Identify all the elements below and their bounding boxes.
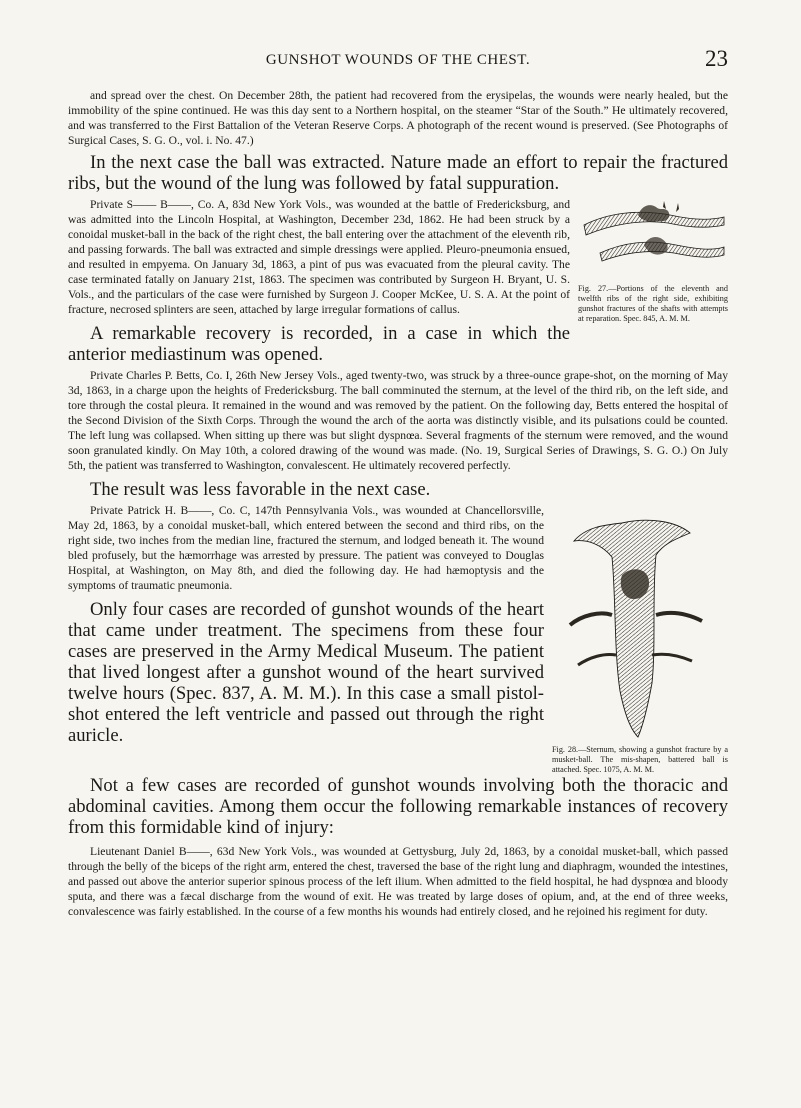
figure-27 [578,199,728,324]
paragraph-1: and spread over the chest. On December 28th, the patient had recovered from the erysipelas, the wounds were nearly healed, but the immobility of the spine continued. He was this day sent to a Northern hospital, on the steamer “Star of the South.” He ultimately recovered, and was transferred to the First Battalion of the Veteran Reserve Corps. A photograph of the recent wound is preserved. (See Photographs of Surgical Cases, S. G. O., vol. i. No. 47.) [68,89,728,147]
figure-27-caption: Fig. 27.—Portions of the eleventh and twelfth ribs of the right side, exhibiting gunshot fractures of the shafts with attempts at reparation. Spec. 845, A. M. M. [578,284,728,323]
page [68,46,728,919]
paragraph-9: Not a few cases are recorded of gunshot wounds involving both the thoracic and abdominal cavities. Among them occur the following remarkable instances of recovery from this formidable kind of injury: [68,775,728,838]
paragraph-2: In the next case the ball was extracted. Nature made an effort to repair the fractured ribs, but the wound of the lung was followed by fatal suppuration. [68,152,728,194]
ribs-illustration [578,199,728,279]
page-number: 23 [705,46,728,71]
figure-28-caption: Fig. 28.—Sternum, showing a gunshot fracture by a musket-ball. The mis-shapen, battered ball is attached. Spec. 1075, A. M. M. [552,745,728,774]
figure-28 [552,515,728,775]
page-header [68,46,728,74]
paragraph-10: Lieutenant Daniel B——, 63d New York Vols., was wounded at Gettysburg, July 2d, 1863, by a conoidal musket-ball, which passed through the belly of the biceps of the right arm, entered the chest, traversed the base of the right lung and diaphragm, wounded the intestines, and passed out above the anterior superior spinous process of the left ilium. When admitted to the field hospital, he had dyspnœa and bloody sputa, and there was a fæcal discharge from the wound of exit. He was treated by large doses of opium, and, at the end of three weeks, convalescence was fairly established. In the course of a few months his wounds had entirely closed, and he rejoined his regiment for duty. [68,845,728,918]
figure-28-block [68,503,728,774]
paragraph-3: Private S—— B——, Co. A, 83d New York Vols., was wounded at the battle of Fredericksburg, and was admitted into the Lincoln Hospital, at Washington, December 23d, 1862. He had been struck by a conoidal musket-ball in the back of the right chest, the ball entering over the attachment of the eleventh rib, and passing forwards. The ball was extracted and simple dressings were applied. Pleuro-pneumonia ensued, and resulted in empyema. On January 3d, 1863, a pint of pus was evacuated from the pleural cavity. The case terminated fatally on January 21st, 1863. The specimen was contributed by Surgeon H. Bryant, U. S. Vols., and the particulars of the case were furnished by Surgeon J. Cooper McKee, U. S. A. At the point of fracture, necrosed splinters are seen, attached by large irregular formations of callus. [68,198,570,316]
paragraph-4: A remarkable recovery is recorded, in a case in which the anterior mediastinum was opened. [68,323,570,365]
paragraph-8: Only four cases are recorded of gunshot wounds of the heart that came under treatment. The specimens from these four cases are preserved in the Army Medical Museum. The patient that lived longest after a gunshot wound of the heart survived twelve hours (Spec. 837, A. M. M.). In this case a small pistol-shot entered the left ventricle and passed out through the right auricle. [68,599,544,746]
figure-27-block [68,197,728,323]
sternum-illustration [552,515,728,740]
paragraph-6: The result was less favorable in the next case. [90,479,431,500]
paragraph-5: Private Charles P. Betts, Co. I, 26th New Jersey Vols., aged twenty-two, was struck by a three-ounce grape-shot, on the morning of May 3d, 1863, in a charge upon the heights of Fredericksburg. The ball comminuted the sternum, at the level of the third rib, on the left side, and tore through the costal pleura. It remained in the wound and was removed by the patient. On the following day, Betts entered the hospital of the Second Division of the Sixth Corps. Through the wound the arch of the aorta was distinctly visible, and its pulsations could be counted. The left lung was collapsed. When sitting up there was but slight dyspnœa. Several fragments of the sternum were removed, and the wound soon granulated kindly. On May 10th, a colored drawing of the wound was made. (No. 19, Surgical Series of Drawings, S. G. O.) On July 5th, the patient was transferred to Washington, convalescent. He ultimately recovered perfectly. [68,369,728,472]
running-title: GUNSHOT WOUNDS OF THE CHEST. [265,52,531,68]
paragraph-7: Private Patrick H. B——, Co. C, 147th Pennsylvania Vols., was wounded at Chancellorsville, May 2d, 1863, by a conoidal musket-ball, which entered between the second and third ribs, on the right side, two inches from the median line, fractured the sternum, and lodged beneath it. The wound bled profusely, but the hæmorrhage was arrested by pressure. The patient was conveyed to Douglas Hospital, at Washington, on May 8th, and died the following day. He had hæmoptysis and the symptoms of traumatic pneumonia. [68,504,544,592]
